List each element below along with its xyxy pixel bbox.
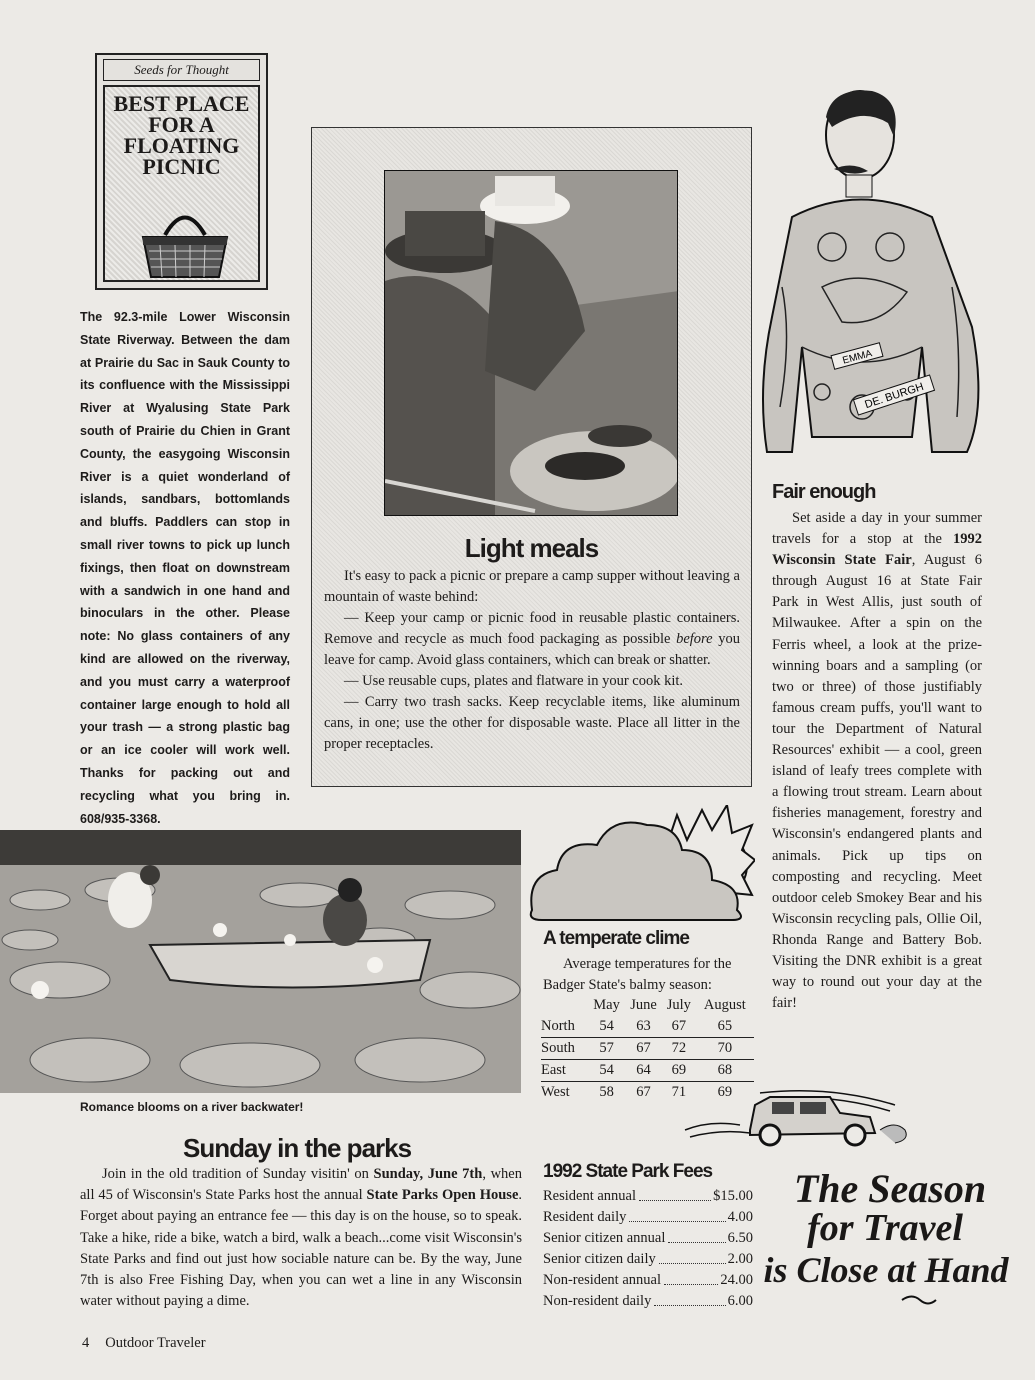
season-line: The Season (793, 1166, 987, 1211)
temp-cell: 58 (588, 1082, 625, 1104)
fee-label: Resident daily (543, 1209, 627, 1225)
sunday-text-span: . Forget about paying an entrance fee — this day is on the house, so to speak. Take a hike, ride a bike, watch a bird, walk a beach...come visit Wisconsin's State Parks and find out just how sociable nature can be. By the way, June 7th is also Free Fishing Day, when you can wet a line in any Wisconsin water without paying a dime. (80, 1187, 522, 1310)
fee-label: Resident annual (543, 1188, 637, 1204)
temperate-clime-title: A temperate clime (543, 928, 689, 949)
tattoo-label: DE. BURGH (863, 380, 926, 412)
fair-text-span: , August 6 through August 16 at State Fair Park in West Allis, just south of Milwaukee. After a spin on the Ferris wheel, a look at the prize-winning boars and a sampling (or two or three) of those justifiably famous cream puffs, you'll want to tour the Department of Natural Resources' exhibit — a cool, green island of leafy trees complete with a flowing trout stream. Learn about fisheries management, forestry and Wisconsin's endangered plants and animals. Pick up tips on composting and recycling. Meet outdoor celeb Smokey Bear and his Wisconsin recycling pals, Ollie Oil, Rhonda Range and Battery Bob. Visiting the DNR exhibit is a great way to round out your day at the fair! (772, 552, 982, 1012)
lily-photo-caption: Romance blooms on a river backwater! (80, 1100, 304, 1114)
temp-cell: 67 (671, 1018, 687, 1034)
region-cell: East (541, 1060, 588, 1082)
light-meals-span: — Keep your camp or picnic food in reusable plastic containers. Remove and recycle as much food packaging as possible (324, 610, 740, 647)
seeds-inner-panel (103, 85, 260, 282)
fair-text-span: Set aside a day in your summer travels for a stop at the (772, 510, 982, 548)
page-folio (82, 1335, 222, 1352)
fee-value: $15.00 (713, 1188, 753, 1204)
campfire-cooking-illustration (385, 171, 678, 516)
park-fees-list (543, 1186, 753, 1312)
fee-leader (639, 1186, 711, 1201)
fee-label: Non-resident annual (543, 1272, 661, 1288)
region-cell: North (541, 1018, 575, 1034)
temp-cell: 64 (625, 1060, 662, 1082)
temp-cell: 63 (636, 1018, 651, 1034)
light-meals-paragraph (324, 608, 740, 671)
fee-value: 2.00 (727, 1251, 753, 1267)
table-corner (541, 995, 588, 1016)
temperature-row (541, 1060, 754, 1082)
sunday-parks-title: Sunday in the parks (183, 1133, 412, 1163)
seeds-title-line: FLOATING (123, 133, 240, 158)
vintage-car-icon (680, 1085, 910, 1150)
light-meals-text (324, 566, 740, 755)
lily-pond-canoe-photo (0, 830, 521, 1093)
season-line: for Travel (807, 1207, 963, 1249)
fee-value: 6.00 (727, 1293, 753, 1309)
fee-leader (664, 1270, 718, 1285)
light-meals-title: Light meals (464, 533, 599, 563)
seeds-title-line: BEST PLACE (113, 91, 250, 116)
page-number: 4 (82, 1335, 90, 1351)
fair-enough-title: Fair enough (772, 481, 876, 503)
light-meals-paragraph: It's easy to pack a picnic or prepare a camp supper without leaving a mountain of waste behind: (324, 568, 740, 605)
temperate-intro: Average temperatures for the Badger State's balmy season: (543, 956, 732, 993)
campfire-cooking-photo (384, 170, 678, 516)
temp-cell: 69 (696, 1082, 754, 1104)
temp-cell: 67 (625, 1082, 662, 1104)
temperature-row (541, 1038, 754, 1060)
fee-leader (654, 1291, 725, 1306)
month-header: May (593, 997, 620, 1013)
sunday-text-span: Join in the old tradition of Sunday visitin' on (102, 1166, 374, 1182)
region-cell: South (541, 1038, 588, 1060)
light-meals-span: you leave for camp. Avoid glass containers, which can break or shatter. (324, 631, 740, 668)
seeds-header: Seeds for Thought (103, 59, 260, 81)
seeds-title (105, 93, 258, 177)
fee-label: Non-resident daily (543, 1293, 652, 1309)
fair-enough-text (772, 508, 982, 1014)
tattooed-man-engraving (762, 87, 996, 462)
sunday-parks-text (80, 1164, 522, 1312)
lily-pond-illustration (0, 830, 521, 1093)
fee-value: 6.50 (727, 1230, 753, 1246)
temperature-row (541, 1016, 754, 1038)
fee-leader (659, 1249, 726, 1264)
temp-cell: 69 (662, 1060, 696, 1082)
temp-cell: 72 (662, 1038, 696, 1060)
temp-cell: 65 (717, 1018, 733, 1034)
fee-row (543, 1270, 753, 1291)
light-meals-paragraph: — Carry two trash sacks. Keep recyclable items, like aluminum cans, in one; use the other for disposable waste. Place all litter in the proper receptacles. (324, 694, 740, 752)
sunday-text-span: , when all 45 of Wisconsin's State Parks host the annual (80, 1166, 522, 1204)
fee-row (543, 1291, 753, 1312)
fee-value: 4.00 (727, 1209, 753, 1225)
seeds-title-line: PICNIC (142, 154, 221, 179)
temp-cell: 67 (625, 1038, 662, 1060)
seeds-title-line: FOR A (148, 112, 215, 137)
seeds-for-thought-box (95, 53, 268, 290)
light-meals-emphasis: before (676, 631, 713, 647)
temp-cell: 70 (696, 1038, 754, 1060)
month-header: July (666, 997, 691, 1013)
temp-cell: 57 (588, 1038, 625, 1060)
picnic-basket-icon (135, 205, 235, 280)
temp-cell: 54 (588, 1060, 625, 1082)
sunday-text-bold: Sunday, June 7th (373, 1166, 483, 1182)
tattoo-label: EMMA (841, 348, 874, 367)
seeds-body-text: The 92.3-mile Lower Wisconsin State Riverway. Between the dam at Prairie du Sac in Sauk County to its confluence with the Mississippi River at Wyalusing State Park south of Prairie du Chien in Grant County, the easygoing Wisconsin River is a quiet wonderland of islands, sandbars, bottomlands and bluffs. Paddlers can stop in small river towns to pick up lunch fixings, then float on downstream with a sandwich in one hand and binoculars in the other. Please note: No glass containers of any kind are allowed on the riverway, and you must carry a waterproof container large enough to hold all your trash — a strong plastic bag or an ice cooler will work well. Thanks for packing out and recycling what you bring in. 608/935-3368. (80, 310, 290, 826)
temp-cell: 54 (599, 1018, 614, 1034)
season-line: is Close at Hand (763, 1250, 1009, 1290)
fee-row (543, 1207, 753, 1228)
publication-name: Outdoor Traveler (105, 1335, 206, 1351)
park-fees-title: 1992 State Park Fees (543, 1161, 713, 1182)
season-for-travel-logo (760, 1160, 1020, 1310)
fee-leader (629, 1207, 725, 1222)
cloud-sun-icon (527, 805, 755, 925)
month-header: June (630, 997, 657, 1013)
light-meals-paragraph: — Use reusable cups, plates and flatware in your cook kit. (344, 673, 684, 689)
temperature-header-row (541, 995, 754, 1016)
sunday-text-bold: State Parks Open House (366, 1187, 519, 1204)
month-header: August (703, 997, 746, 1013)
fee-label: Senior citizen annual (543, 1230, 666, 1246)
temp-cell: 71 (662, 1082, 696, 1104)
temp-cell: 68 (696, 1060, 754, 1082)
fair-text-bold: 1992 Wisconsin State Fair (772, 531, 982, 569)
fee-row (543, 1228, 753, 1249)
fee-label: Senior citizen daily (543, 1251, 656, 1267)
fee-row (543, 1249, 753, 1270)
fee-value: 24.00 (720, 1272, 753, 1288)
region-cell: West (541, 1082, 588, 1104)
fee-leader (668, 1228, 725, 1243)
fee-row (543, 1186, 753, 1207)
